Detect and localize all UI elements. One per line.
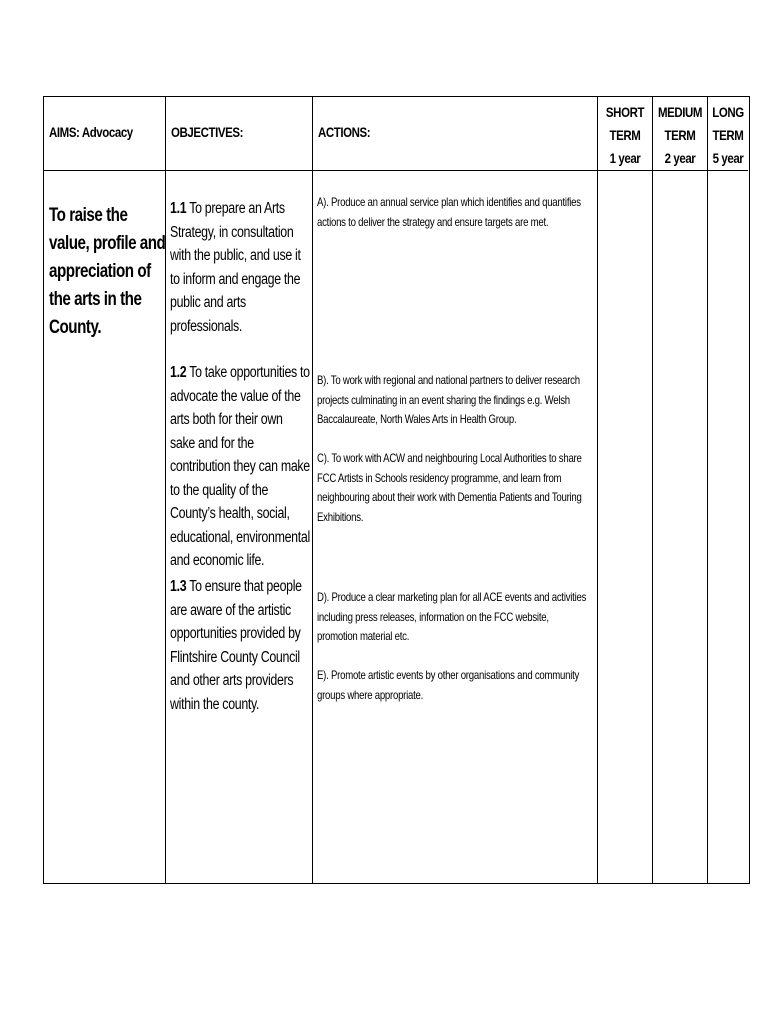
objective-1-3 bbox=[170, 575, 310, 716]
medium-term-header bbox=[653, 97, 707, 171]
medium-term-column bbox=[653, 97, 708, 883]
objective-1-1 bbox=[170, 197, 310, 338]
action-c: C). To work with ACW and neighbouring Local Authorities to share FCC Artists in Schools residency programme, and learn from neighbouring about their work with Dementia Patients and Touring Exhibitions. bbox=[317, 451, 582, 524]
short-term-header bbox=[598, 97, 652, 171]
objectives-header-cell bbox=[166, 97, 312, 171]
aim-text: To raise the value, profile and appreciation of the arts in the County. bbox=[49, 205, 166, 338]
aims-column bbox=[44, 97, 166, 883]
long-term-line-3: 5 year bbox=[712, 150, 744, 166]
aims-header: AIMS: Advocacy bbox=[49, 124, 133, 140]
objective-text: To take opportunities to advocate the value of the arts both for their own sake and for the contribution they can make to the quality of the County’s health, social, educational, environmental and economic life. bbox=[170, 364, 310, 569]
short-term-column bbox=[598, 97, 653, 883]
long-term-column bbox=[708, 97, 748, 883]
medium-term-line-1: MEDIUM bbox=[657, 104, 703, 120]
short-term-line-3: 1 year bbox=[609, 150, 641, 166]
action-a: A). Produce an annual service plan which identifies and quantifies actions to deliver the strategy and ensure targets are met. bbox=[317, 195, 581, 229]
objective-number: 1.2 bbox=[170, 364, 187, 381]
action-e: E). Promote artistic events by other organisations and community groups where appropriate. bbox=[317, 668, 580, 702]
actions-header-cell bbox=[313, 97, 597, 171]
objective-number: 1.1 bbox=[170, 200, 187, 217]
objectives-header: OBJECTIVES: bbox=[171, 124, 244, 140]
objective-text: To prepare an Arts Strategy, in consultation with the public, and use it to inform and engage the public and arts professionals. bbox=[170, 200, 301, 335]
long-term-header bbox=[708, 97, 748, 171]
medium-term-line-2: TERM bbox=[664, 127, 696, 143]
actions-header: ACTIONS: bbox=[318, 124, 371, 140]
objectives-column bbox=[166, 97, 313, 883]
objective-1-2 bbox=[170, 361, 310, 573]
long-term-line-2: TERM bbox=[712, 127, 744, 143]
action-d: D). Produce a clear marketing plan for all ACE events and activities including press releases, information on the FCC website, promotion material etc. bbox=[317, 590, 587, 643]
objective-number: 1.3 bbox=[170, 578, 187, 595]
long-term-line-1: LONG bbox=[712, 104, 744, 120]
objective-text: To ensure that people are aware of the artistic opportunities provided by Flintshire County Council and other arts providers within the county. bbox=[170, 578, 302, 713]
actions-column bbox=[313, 97, 598, 883]
aims-header-cell bbox=[44, 97, 165, 171]
short-term-line-1: SHORT bbox=[605, 104, 645, 120]
short-term-line-2: TERM bbox=[609, 127, 641, 143]
medium-term-line-3: 2 year bbox=[664, 150, 696, 166]
advocacy-table bbox=[43, 96, 750, 884]
action-b: B). To work with regional and national partners to deliver research projects culminating in an event sharing the findings e.g. Welsh Baccalaureate, North Wales Arts in Health Group. bbox=[317, 373, 580, 426]
